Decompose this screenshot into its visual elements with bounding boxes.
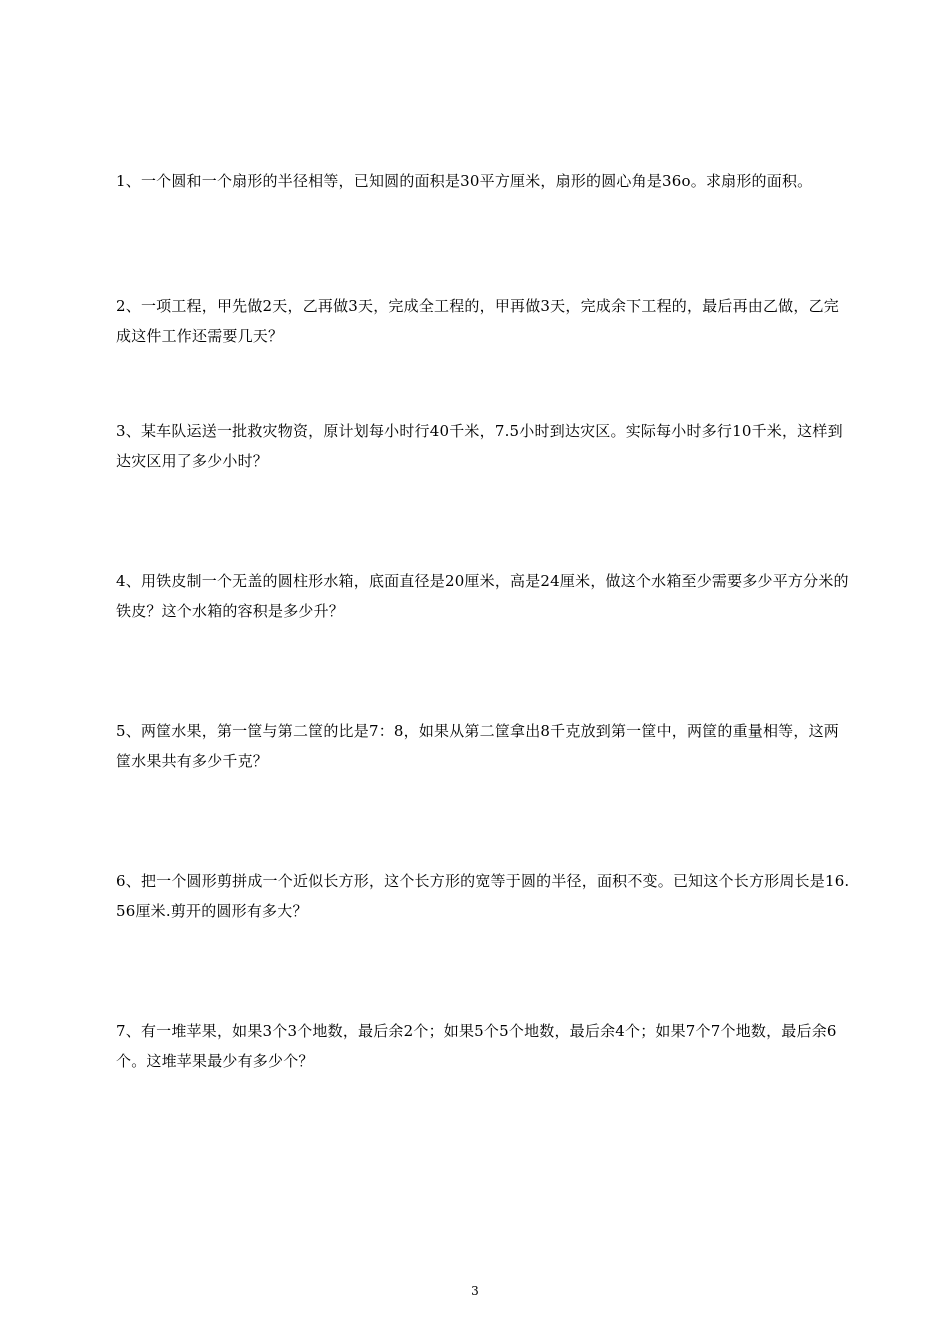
question-3: 3、某车队运送一批救灾物资，原计划每小时行40千米，7.5小时到达灾区。实际每小时多行10千米，这样到达灾区用了多少小时？: [116, 422, 843, 470]
question-1: 1、一个圆和一个扇形的半径相等，已知圆的面积是30平方厘米，扇形的圆心角是36o。求扇形的面积。: [116, 172, 813, 190]
question-7: 7、有一堆苹果，如果3个3个地数，最后余2个；如果5个5个地数，最后余4个；如果7个7个地数，最后余6个。这堆苹果最少有多少个？: [116, 1022, 837, 1070]
question-2: 2、一项工程，甲先做2天，乙再做3天，完成全工程的，甲再做3天，完成余下工程的，最后再由乙做，乙完成这件工作还需要几天？: [116, 297, 839, 345]
question-6: 6、把一个圆形剪拼成一个近似长方形，这个长方形的宽等于圆的半径，面积不变。已知这个长方形周长是16.56厘米.剪开的圆形有多大？: [116, 872, 850, 920]
question-5: 5、两筐水果，第一筐与第二筐的比是7：8，如果从第二筐拿出8千克放到第一筐中，两筐的重量相等，这两筐水果共有多少千克？: [116, 722, 839, 770]
page-number: 3: [471, 1284, 479, 1298]
question-4: 4、用铁皮制一个无盖的圆柱形水箱，底面直径是20厘米，高是24厘米，做这个水箱至少需要多少平方分米的铁皮？这个水箱的容积是多少升？: [116, 572, 849, 620]
